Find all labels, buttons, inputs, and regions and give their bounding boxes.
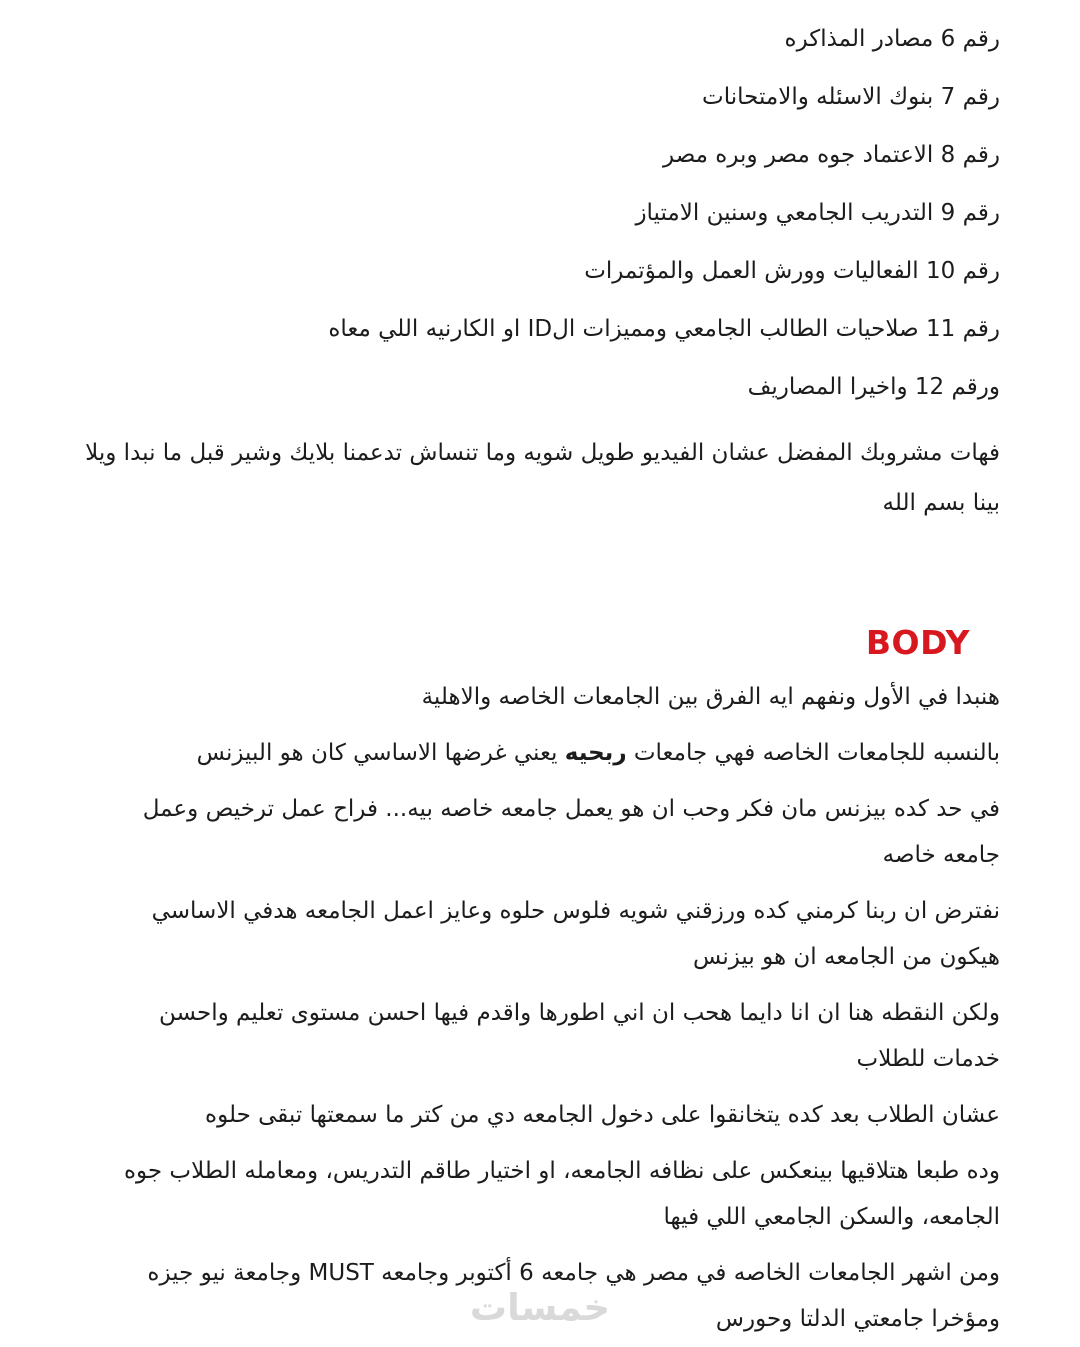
list-item-10: رقم 10 الفعاليات وورش العمل والمؤتمرات (584, 258, 1000, 284)
paragraph-7: وده طبعا هتلاقيها بينعكس على نظافه الجامعه، او اختيار طاقم التدريس، ومعامله الطلاب جوه الجامعه، والسكن الجامعي اللي فيها (123, 1158, 1000, 1230)
list-item-11: رقم 11 صلاحيات الطالب الجامعي ومميزات الID او الكارنيه اللي معاه (328, 316, 1000, 342)
paragraph-6: عشان الطلاب بعد كده يتخانقوا على دخول الجامعه دي من كتر ما سمعتها تبقى حلوه (205, 1102, 1000, 1128)
intro-note: فهات مشروبك المفضل عشان الفيديو طويل شويه وما تنساش تدعمنا بلايك وشير قبل ما نبدا ويلا بينا بسم الله (85, 440, 1000, 516)
paragraph-2-bold-word: ربحيه (564, 740, 627, 766)
list-item-6: رقم 6 مصادر المذاكره (784, 26, 1000, 52)
paragraph-8: ومن اشهر الجامعات الخاصه في مصر هي جامعه 6 أكتوبر وجامعه MUST وجامعة نيو جيزه ومؤخرا جامعتي الدلتا وحورس (147, 1260, 1000, 1332)
paragraph-2 (85, 730, 1000, 776)
paragraph-1: هنبدا في الأول ونفهم ايه الفرق بين الجامعات الخاصه والاهلية (421, 684, 1000, 710)
khamsat-watermark: خمسات (469, 1286, 611, 1329)
paragraph-3: في حد كده بيزنس مان فكر وحب ان هو يعمل جامعه خاصه بيه... فراح عمل ترخيص وعمل جامعه خاصه (142, 796, 1000, 868)
paragraph-2-rest: يعني غرضها الاساسي كان هو البيزنس (196, 740, 565, 766)
list-item-12: ورقم 12 واخيرا المصاريف (747, 374, 1000, 400)
list-item-7: رقم 7 بنوك الاسئله والامتحانات (702, 84, 1000, 110)
paragraph-5: ولكن النقطه هنا ان انا دايما هحب ان اني اطورها واقدم فيها احسن مستوى تعليم واحسن خدمات للطلاب (158, 1000, 1000, 1072)
list-item-9: رقم 9 التدريب الجامعي وسنين الامتياز (635, 200, 1000, 226)
body-heading: BODY (865, 623, 970, 662)
intro-list (85, 22, 1000, 404)
list-item-8: رقم 8 الاعتماد جوه مصر وبره مصر (663, 142, 1000, 168)
paragraph-4: نفترض ان ربنا كرمني كده ورزقني شويه فلوس حلوه وعايز اعمل الجامعه هدفي الاساسي هيكون من الجامعه ان هو بيزنس (151, 898, 1000, 970)
paragraph-2-lead: بالنسبه للجامعات الخاصه فهي جامعات (626, 740, 1000, 766)
